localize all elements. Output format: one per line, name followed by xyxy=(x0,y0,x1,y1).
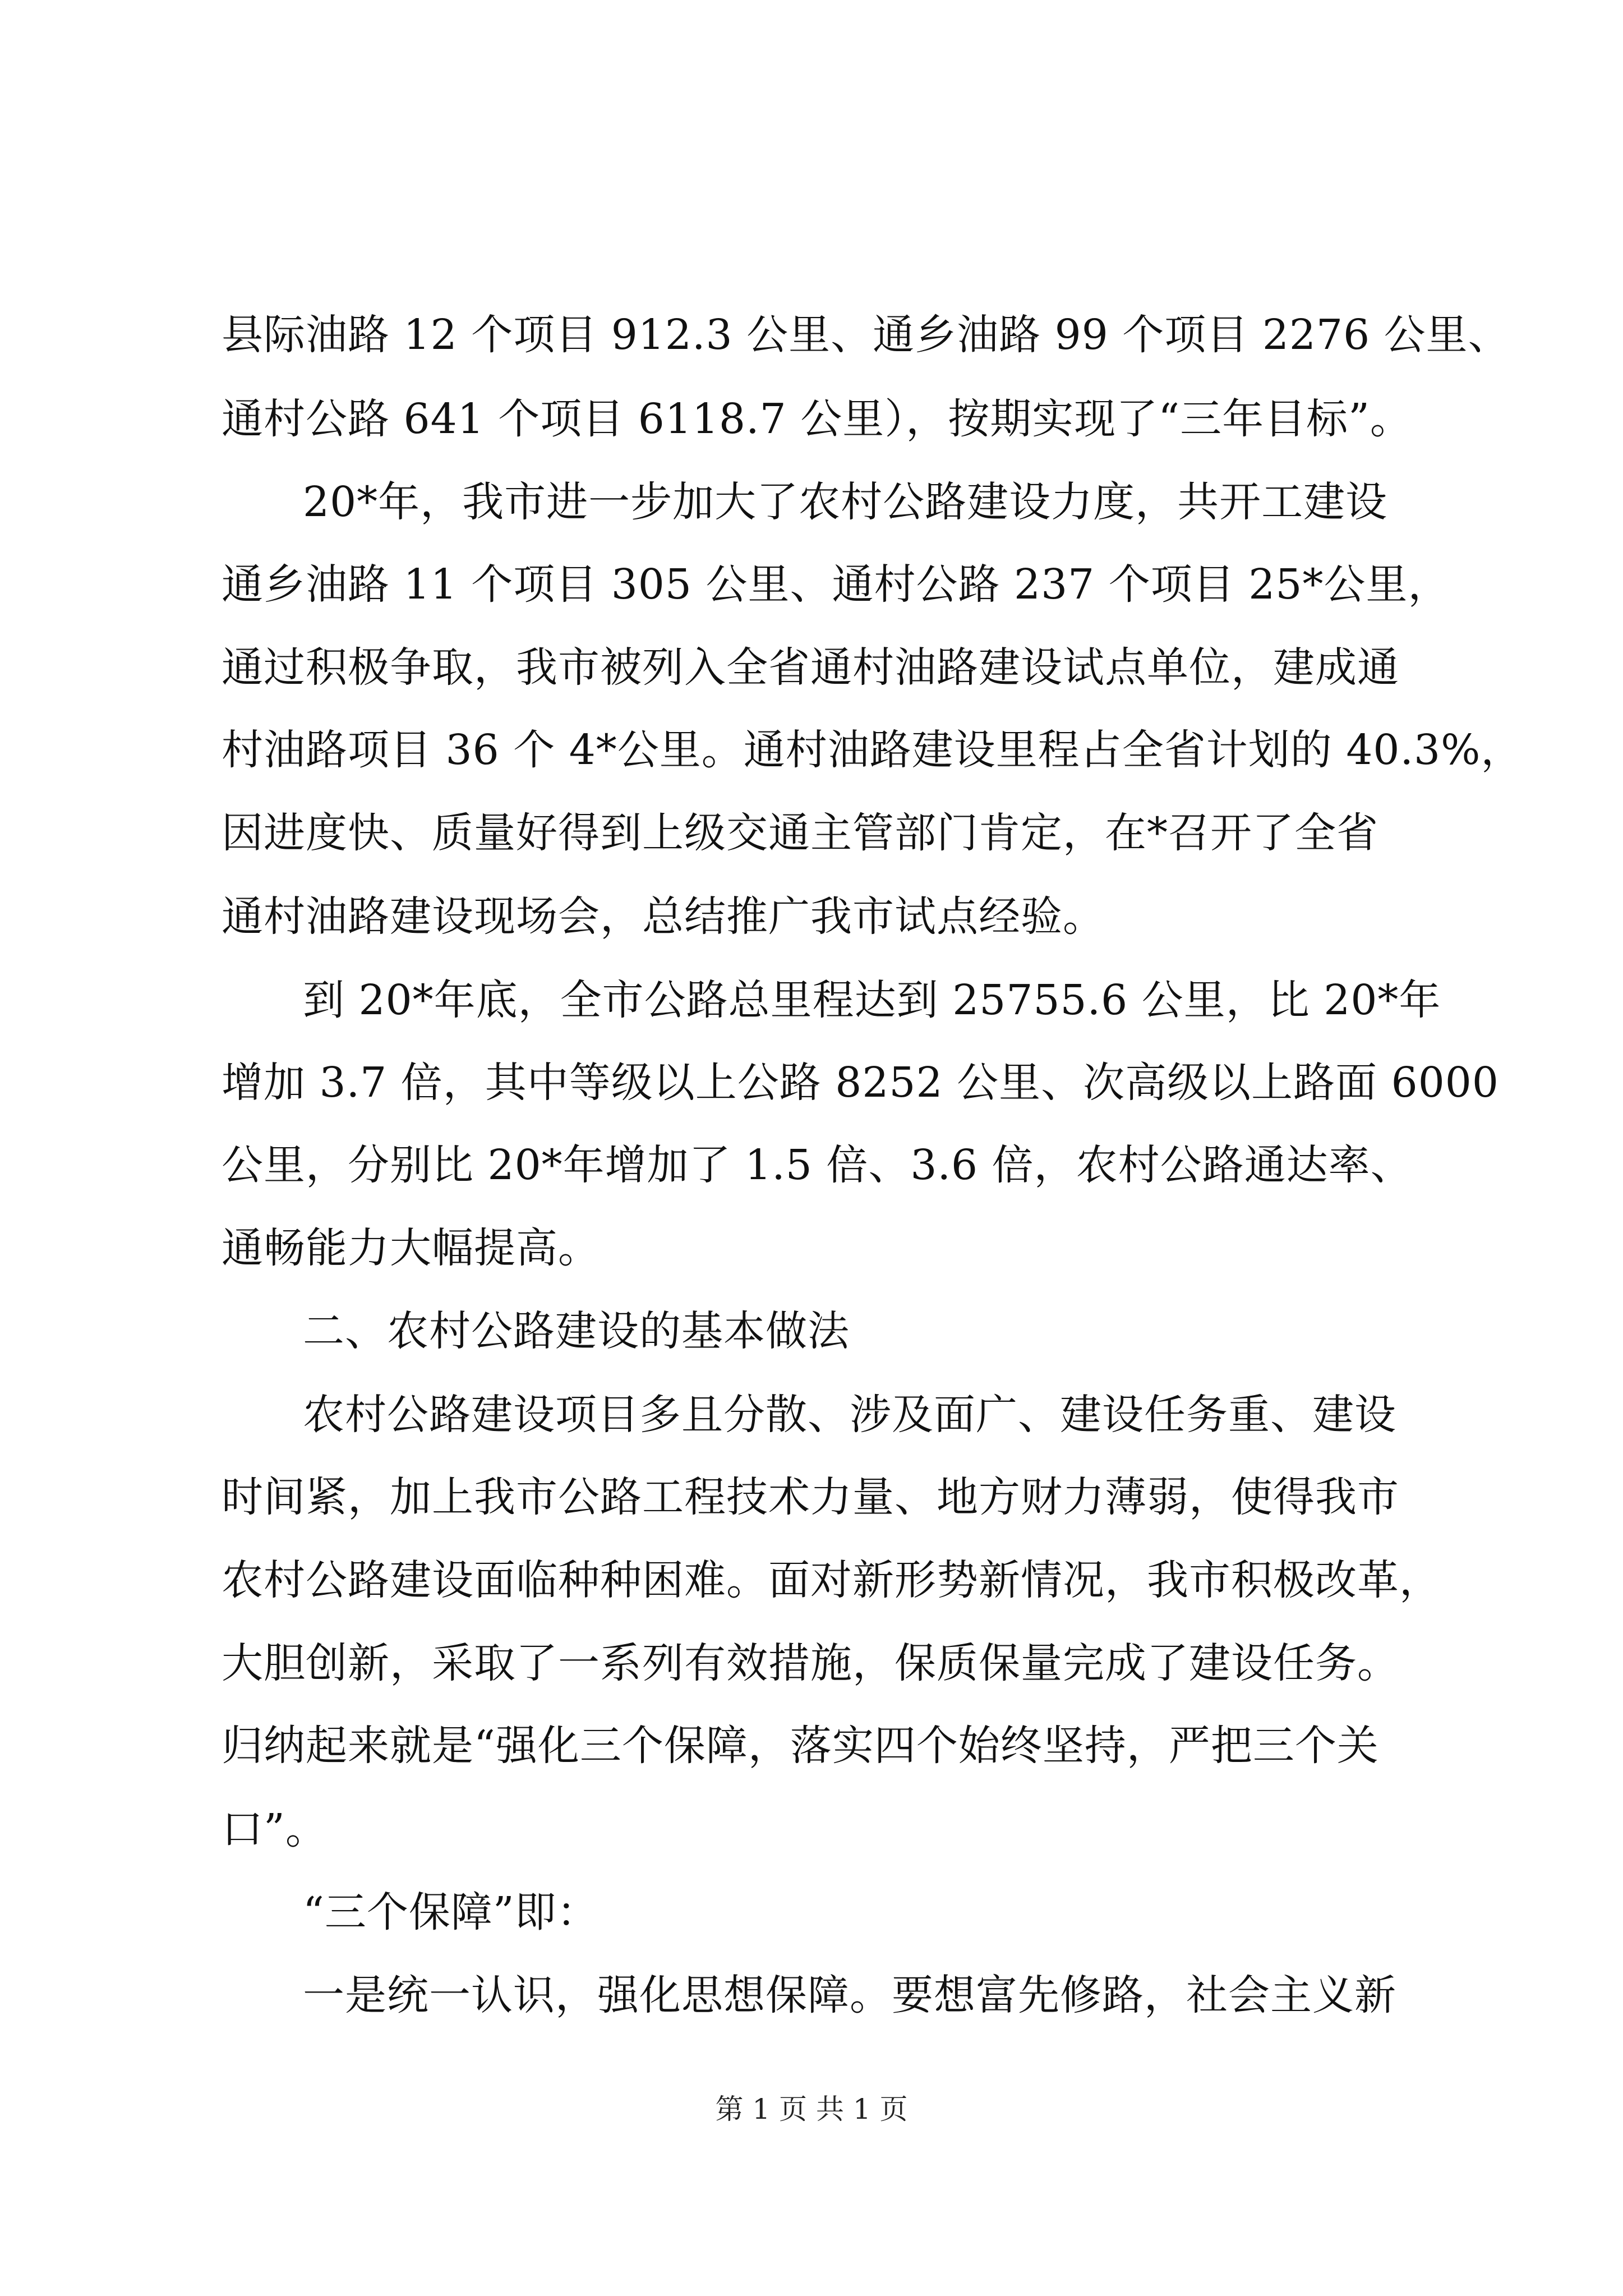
text-line-3: 20*年，我市进一步加大了农村公路建设力度，共开工建设 xyxy=(303,478,1388,526)
text-line-21: 一是统一认识，强化思想保障。要想富先修路，社会主义新 xyxy=(303,1971,1396,2019)
text-line-1: 县际油路 12 个项目 912.3 公里、通乡油路 99 个项目 2276 公里、 xyxy=(222,311,1510,359)
text-line-5: 通过积极争取，我市被列入全省通村油路建设试点单位，建成通 xyxy=(222,643,1399,692)
text-line-15: 时间紧，加上我市公路工程技术力量、地方财力薄弱，使得我市 xyxy=(222,1473,1399,1521)
text-line-9: 到 20*年底，全市公路总里程达到 25755.6 公里，比 20*年 xyxy=(303,976,1441,1024)
text-line-19: 口”。 xyxy=(222,1805,328,1853)
page-number-footer: 第 1 页 共 1 页 xyxy=(715,2093,908,2125)
text-line-11: 公里，分别比 20*年增加了 1.5 倍、3.6 倍，农村公路通达率、 xyxy=(222,1141,1413,1189)
text-line-8: 通村油路建设现场会，总结推广我市试点经验。 xyxy=(222,892,1105,941)
text-line-17: 大胆创新，采取了一系列有效措施，保质保量完成了建设任务。 xyxy=(222,1639,1399,1687)
text-line-18: 归纳起来就是“强化三个保障，落实四个始终坚持，严把三个关 xyxy=(222,1722,1379,1770)
text-line-20: “三个保障”即： xyxy=(303,1888,599,1936)
section-heading: 二、农村公路建设的基本做法 xyxy=(303,1307,850,1355)
text-line-16: 农村公路建设面临种种困难。面对新形势新情况，我市积极改革， xyxy=(222,1556,1441,1604)
text-line-14: 农村公路建设项目多且分散、涉及面广、建设任务重、建设 xyxy=(303,1391,1396,1439)
text-line-6: 村油路项目 36 个 4*公里。通村油路建设里程占全省计划的 40.3%， xyxy=(222,726,1523,774)
text-line-12: 通畅能力大幅提高。 xyxy=(222,1224,600,1272)
text-line-2: 通村公路 641 个项目 6118.7 公里），按期实现了“三年目标”。 xyxy=(222,395,1412,443)
text-line-10: 增加 3.7 倍，其中等级以上公路 8252 公里、次高级以上路面 6000 xyxy=(222,1059,1499,1107)
text-line-7: 因进度快、质量好得到上级交通主管部门肯定，在*召开了全省 xyxy=(222,809,1378,857)
text-line-4: 通乡油路 11 个项目 305 公里、通村公路 237 个项目 25*公里， xyxy=(222,560,1450,609)
